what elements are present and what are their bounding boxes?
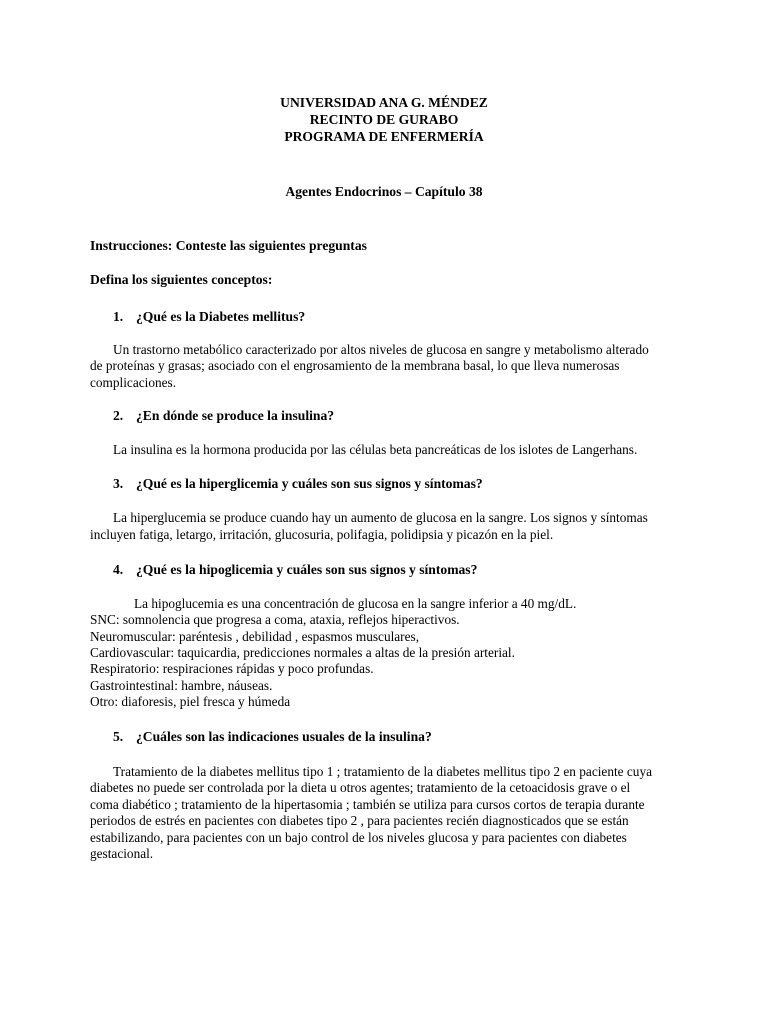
answer-5-line-6: gestacional. <box>90 846 154 861</box>
question-text: ¿Cuáles son las indicaciones usuales de la insulina? <box>136 729 432 744</box>
question-text: ¿En dónde se produce la insulina? <box>136 408 335 423</box>
question-number: 2. <box>113 408 124 423</box>
campus-name: RECINTO DE GURABO <box>309 112 459 127</box>
answer-4-line-1: La hipoglucemia es una concentración de glucosa en la sangre inferior a 40 mg/dL. <box>134 596 577 611</box>
answer-5-line-1: Tratamiento de la diabetes mellitus tipo 1 ; tratamiento de la diabetes mellitus tipo 2 en paciente cuya <box>113 764 652 779</box>
answer-2-line-1: La insulina es la hormona producida por las células beta pancreáticas de los islotes de Langerhans. <box>113 442 638 457</box>
question-text: ¿Qué es la hiperglicemia y cuáles son sus signos y síntomas? <box>136 476 483 491</box>
answer-5-line-4: periodos de estrés en pacientes con diabetes tipo 2 , para pacientes recién diagnosticados que se están <box>90 813 629 828</box>
instructions: Instrucciones: Conteste las siguientes preguntas <box>90 238 367 253</box>
question-1 <box>113 309 305 326</box>
answer-4-line-5: Respiratorio: respiraciones rápidas y poco profundas. <box>90 661 374 676</box>
question-text: ¿Qué es la Diabetes mellitus? <box>136 309 306 324</box>
answer-1-line-1: Un trastorno metabólico caracterizado por altos niveles de glucosa en sangre y metabolismo alterado <box>113 342 649 357</box>
answer-1-line-3: complicaciones. <box>90 375 177 390</box>
question-2 <box>113 408 334 425</box>
question-4 <box>113 562 477 579</box>
define-heading: Defina los siguientes conceptos: <box>90 272 273 287</box>
answer-4-line-4: Cardiovascular: taquicardia, predicciones normales a altas de la presión arterial. <box>90 645 515 660</box>
document-title: Agentes Endocrinos – Capítulo 38 <box>285 184 483 199</box>
answer-5-line-2: diabetes no puede ser controlada por la dieta u otros agentes; tratamiento de la cetoacidosis grave o el <box>90 780 631 795</box>
answer-4-line-3: Neuromuscular: paréntesis , debilidad , espasmos musculares, <box>90 629 420 644</box>
answer-1-line-2: de proteínas y grasas; asociado con el engrosamiento de la membrana basal, lo que lleva numerosas <box>90 358 620 373</box>
program-name: PROGRAMA DE ENFERMERÍA <box>284 129 484 144</box>
answer-4-line-2: SNC: somnolencia que progresa a coma, ataxia, reflejos hiperactivos. <box>90 612 460 627</box>
answer-3-line-2: incluyen fatiga, letargo, irritación, glucosuria, polifagia, polidipsia y picazón en la piel. <box>90 527 554 542</box>
answer-4-line-6: Gastrointestinal: hambre, náuseas. <box>90 678 273 693</box>
answer-5-line-5: estabilizando, para pacientes con un bajo control de los niveles glucosa y para pacientes con diabetes <box>90 830 627 845</box>
university-name: UNIVERSIDAD ANA G. MÉNDEZ <box>280 95 488 110</box>
answer-5-line-3: coma diabético ; tratamiento de la hipertasomia ; también se utiliza para cursos cortos de terapia durante <box>90 797 645 812</box>
question-number: 3. <box>113 476 124 491</box>
question-5 <box>113 729 432 746</box>
question-number: 5. <box>113 729 124 744</box>
answer-3-line-1: La hiperglucemia se produce cuando hay un aumento de glucosa en la sangre. Los signos y síntomas <box>113 510 648 525</box>
question-3 <box>113 476 483 493</box>
question-text: ¿Qué es la hipoglicemia y cuáles son sus signos y síntomas? <box>136 562 478 577</box>
answer-4-line-7: Otro: diaforesis, piel fresca y húmeda <box>90 694 291 709</box>
question-number: 1. <box>113 309 124 324</box>
question-number: 4. <box>113 562 124 577</box>
